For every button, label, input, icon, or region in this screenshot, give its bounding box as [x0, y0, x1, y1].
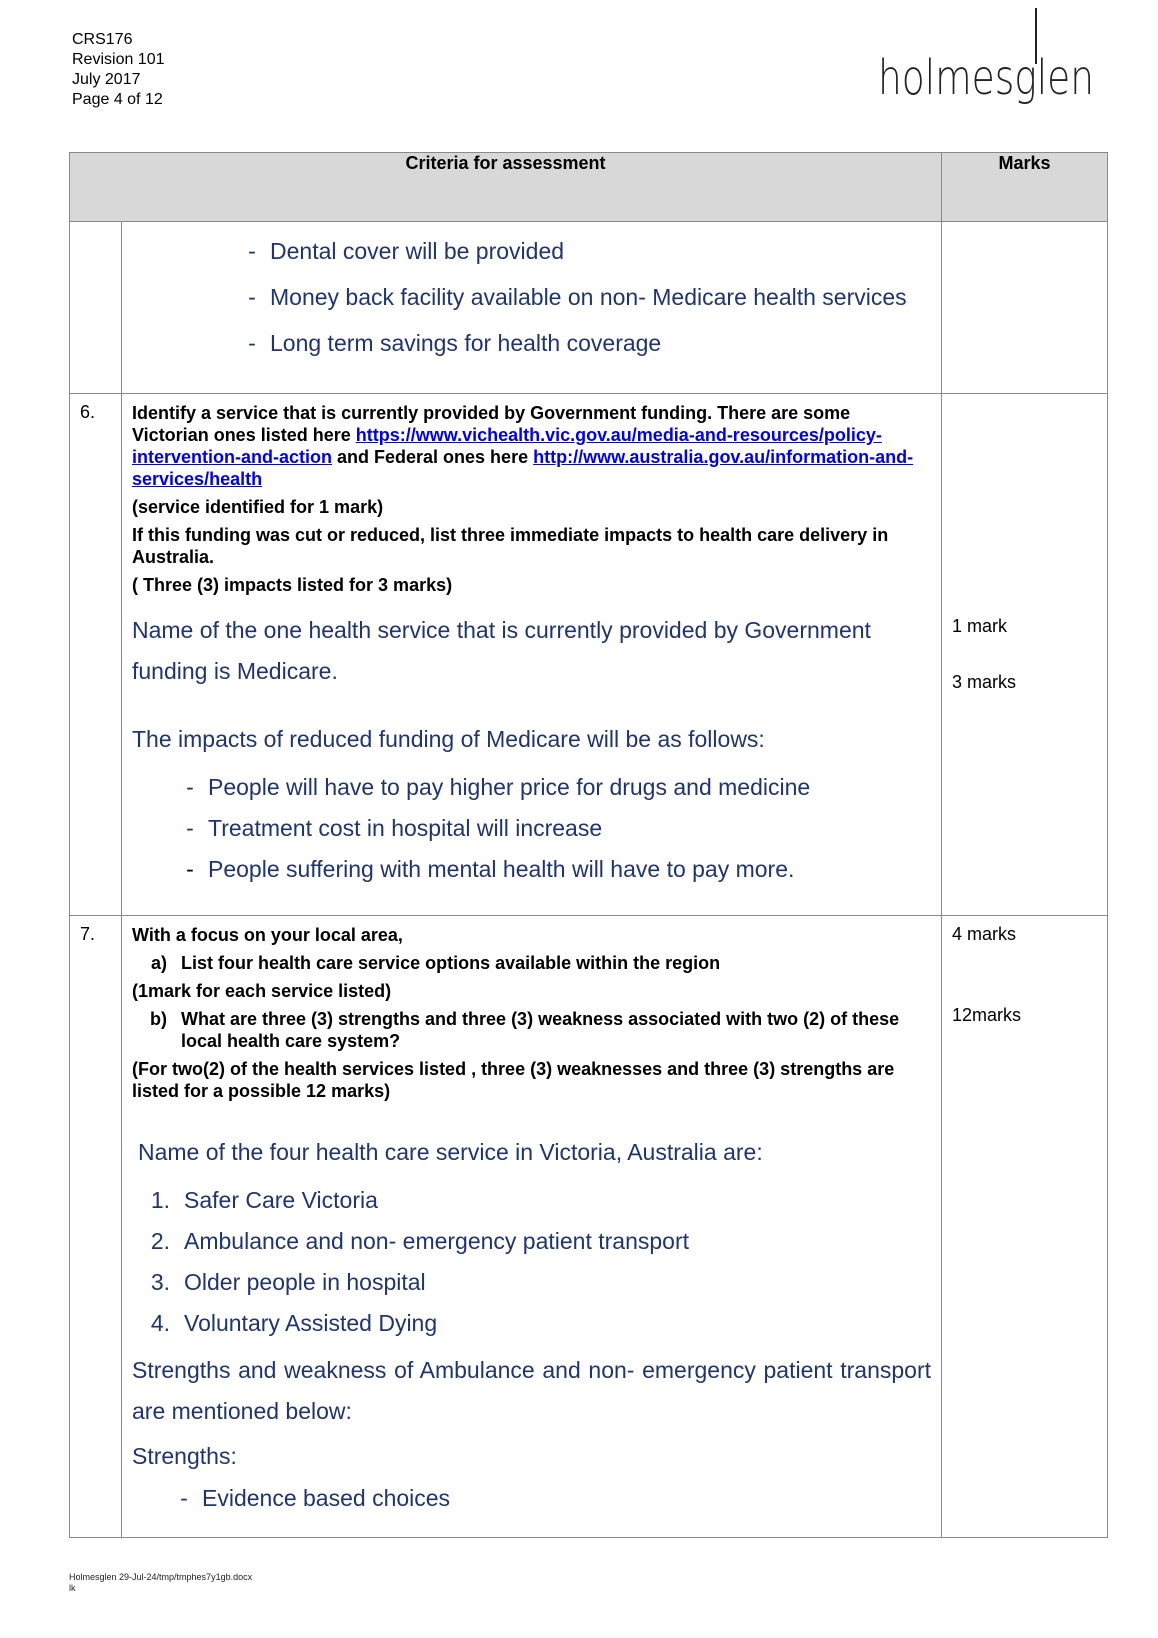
list-item: - People will have to pay higher price for drugs and medicine	[186, 774, 811, 800]
marking-note: ( Three (3) impacts listed for 3 marks)	[132, 575, 453, 595]
table-row	[70, 222, 1108, 394]
page-number: Page 4 of 12	[72, 91, 163, 108]
list-item: - Long term savings for health coverage	[248, 330, 662, 356]
question-number: 6.	[70, 394, 122, 916]
page-footer	[69, 1572, 252, 1594]
doc-code: CRS176	[72, 31, 133, 48]
question-text: If this funding was cut or reduced, list three immediate impacts to health care delivery in Australia.	[132, 525, 889, 567]
table-row	[70, 394, 1108, 916]
vichealth-link[interactable]: https://www.vichealth.vic.gov.au/media-and-resources/policy-intervention-and-action	[132, 425, 882, 467]
marks-value: 4 marks	[952, 924, 1017, 944]
marks-value: 3 marks	[952, 672, 1017, 692]
doc-date: July 2017	[72, 71, 141, 88]
footer-file-path: Holmesglen 29-Jul-24/tmp/tmphes7y1gb.docx	[69, 1572, 253, 1582]
list-item: - Treatment cost in hospital will increase	[186, 815, 603, 841]
criteria-cell	[122, 916, 942, 1538]
sub-question: a) List four health care service options available within the region	[150, 953, 721, 973]
list-item: 3. Older people in hospital	[150, 1269, 426, 1295]
question-number: 7.	[70, 916, 122, 1538]
list-item: - People suffering with mental health will have to pay more.	[186, 856, 795, 882]
document-header-meta	[72, 30, 165, 110]
marking-note: (service identified for 1 mark)	[132, 497, 384, 517]
question-text: Identify a service that is currently provided by Government funding. There are some Victorian ones listed here https://www.vichealth.vic.gov.au/media-and-resources/policy-intervention-and-action and Federal ones here http://www.australia.gov.au/information-and-services/health	[132, 403, 914, 489]
list-item: - Dental cover will be provided	[248, 238, 565, 264]
list-item: - Money back facility available on non- Medicare health services	[248, 284, 907, 310]
answer-text: The impacts of reduced funding of Medicare will be as follows:	[132, 726, 765, 752]
marking-note: (1mark for each service listed)	[132, 981, 392, 1001]
list-item: 2. Ambulance and non- emergency patient transport	[150, 1228, 690, 1254]
australia-gov-link[interactable]: http://www.australia.gov.au/information-and-services/health	[132, 447, 914, 489]
marking-note: (For two(2) of the health services listed , three (3) weaknesses and three (3) strengths are listed for a possible 12 marks)	[132, 1059, 895, 1101]
marks-cell	[942, 394, 1108, 916]
table-header-row	[70, 153, 1108, 222]
table-row	[70, 916, 1108, 1538]
marks-value: 12marks	[952, 1005, 1022, 1025]
footer-initials: lk	[69, 1583, 76, 1593]
marks-value: 1 mark	[952, 616, 1008, 636]
strengths-label: Strengths:	[132, 1443, 237, 1469]
logo-wordmark: holmesglen	[878, 50, 1094, 106]
row-number-cell	[70, 222, 122, 394]
question-text: With a focus on your local area,	[132, 925, 403, 945]
marks-cell	[942, 916, 1108, 1538]
list-item: 4. Voluntary Assisted Dying	[150, 1310, 438, 1336]
criteria-cell	[122, 222, 942, 394]
sub-question: b) What are three (3) strengths and three (3) weakness associated with two (2) of these local health care system?	[150, 1009, 900, 1051]
holmesglen-logo	[878, 4, 1102, 114]
assessment-table	[69, 152, 1108, 1538]
answer-text: Strengths and weakness of Ambulance and non- emergency patient transport are mentioned below:	[132, 1357, 931, 1424]
marks-header: Marks	[942, 153, 1108, 222]
answer-text: Name of the one health service that is currently provided by Government funding is Medicare.	[132, 617, 871, 684]
marks-cell	[942, 222, 1108, 394]
revision: Revision 101	[72, 51, 165, 68]
list-item: - Evidence based choices	[180, 1485, 451, 1511]
list-item: 1. Safer Care Victoria	[150, 1187, 378, 1213]
answer-text: Name of the four health care service in Victoria, Australia are:	[138, 1139, 763, 1165]
criteria-cell	[122, 394, 942, 916]
criteria-header: Criteria for assessment	[70, 153, 942, 222]
